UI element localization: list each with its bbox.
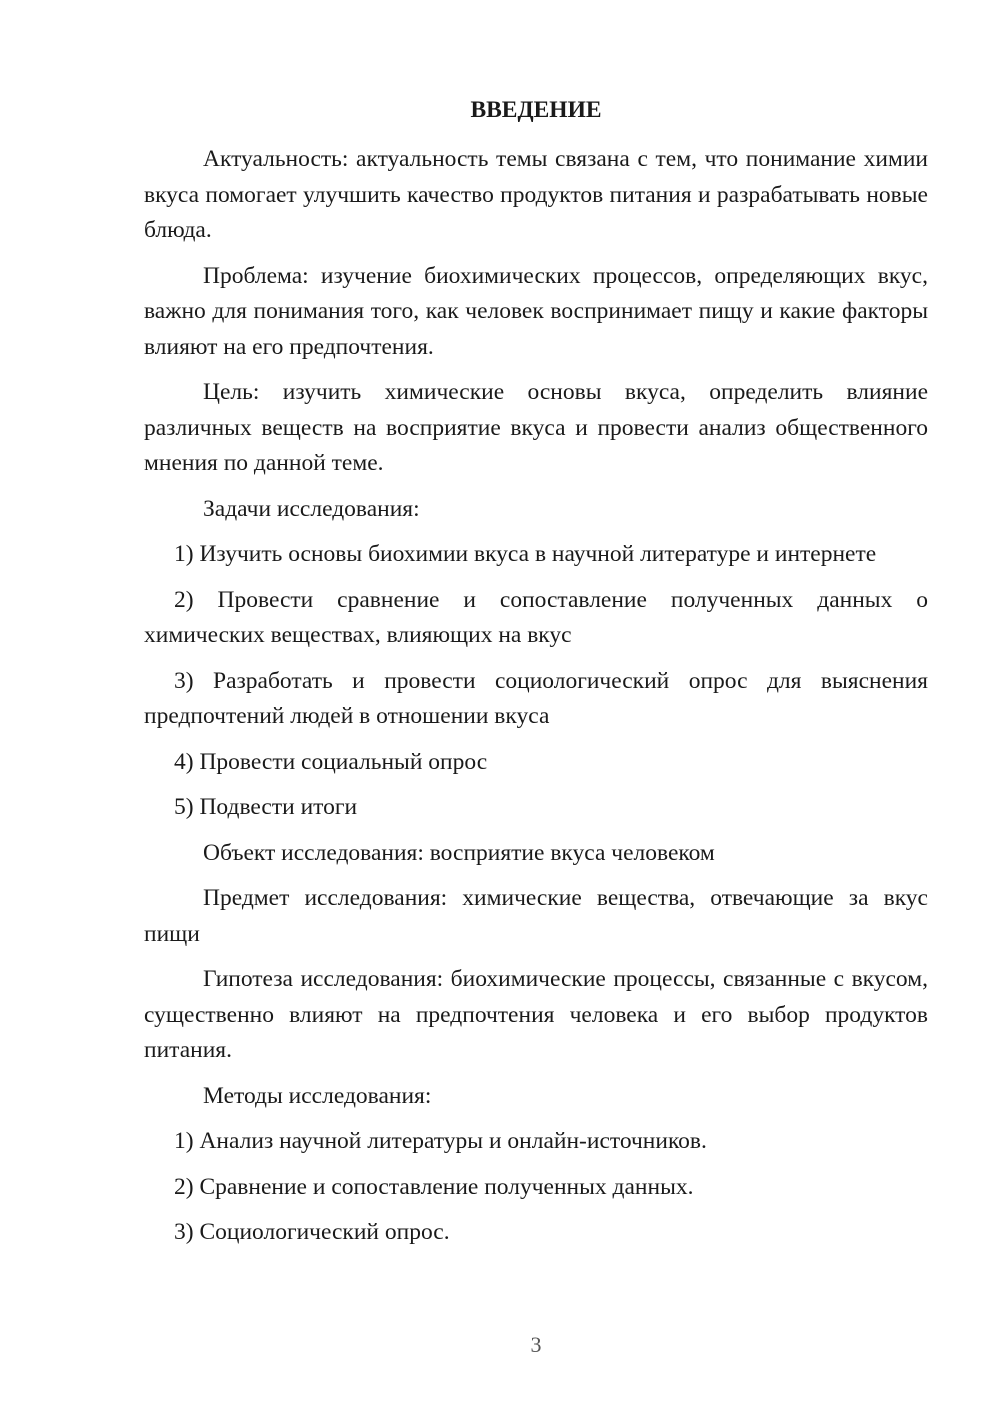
hypothesis-paragraph: Гипотеза исследования: биохимические процессы, связанные с вкусом, существенно влияют на предпочтения человека и его выбор продуктов питания. (144, 966, 928, 1063)
method-item-2: 2) Сравнение и сопоставление полученных данных. (174, 1173, 694, 1200)
document-body (144, 94, 928, 1261)
goal-paragraph: Цель: изучить химические основы вкуса, определить влияние различных веществ на восприятие вкуса и провести анализ общественного мнения по данной теме. (144, 379, 928, 476)
methods-title: Методы исследования: (203, 1082, 432, 1109)
task-item-2: 2) Провести сравнение и сопоставление полученных данных о химических веществах, влияющих на вкус (144, 586, 928, 648)
subject-paragraph: Предмет исследования: химические вещества, отвечающие за вкус пищи (144, 885, 928, 947)
task-item-1: 1) Изучить основы биохимии вкуса в научной литературе и интернете (174, 541, 877, 567)
tasks-title: Задачи исследования: (203, 495, 420, 522)
method-item-1: 1) Анализ научной литературы и онлайн-источников. (174, 1128, 707, 1154)
task-item-5: 5) Подвести итоги (174, 794, 358, 820)
page-title: ВВЕДЕНИЕ (470, 97, 602, 123)
object-paragraph: Объект исследования: восприятие вкуса человеком (203, 839, 715, 866)
method-item-3: 3) Социологический опрос. (174, 1219, 450, 1245)
problem-paragraph: Проблема: изучение биохимических процессов, определяющих вкус, важно для понимания того, как человек воспринимает пищу и какие факторы влияют на его предпочтения. (144, 262, 928, 360)
task-item-4: 4) Провести социальный опрос (174, 748, 488, 775)
relevance-paragraph: Актуальность: актуальность темы связана с тем, что понимание химии вкуса помогает улучшить качество продуктов питания и разрабатывать новые блюда. (144, 146, 928, 243)
page-number: 3 (530, 1332, 542, 1357)
task-item-3: 3) Разработать и провести социологический опрос для выяснения предпочтений людей в отношении вкуса (144, 667, 928, 729)
